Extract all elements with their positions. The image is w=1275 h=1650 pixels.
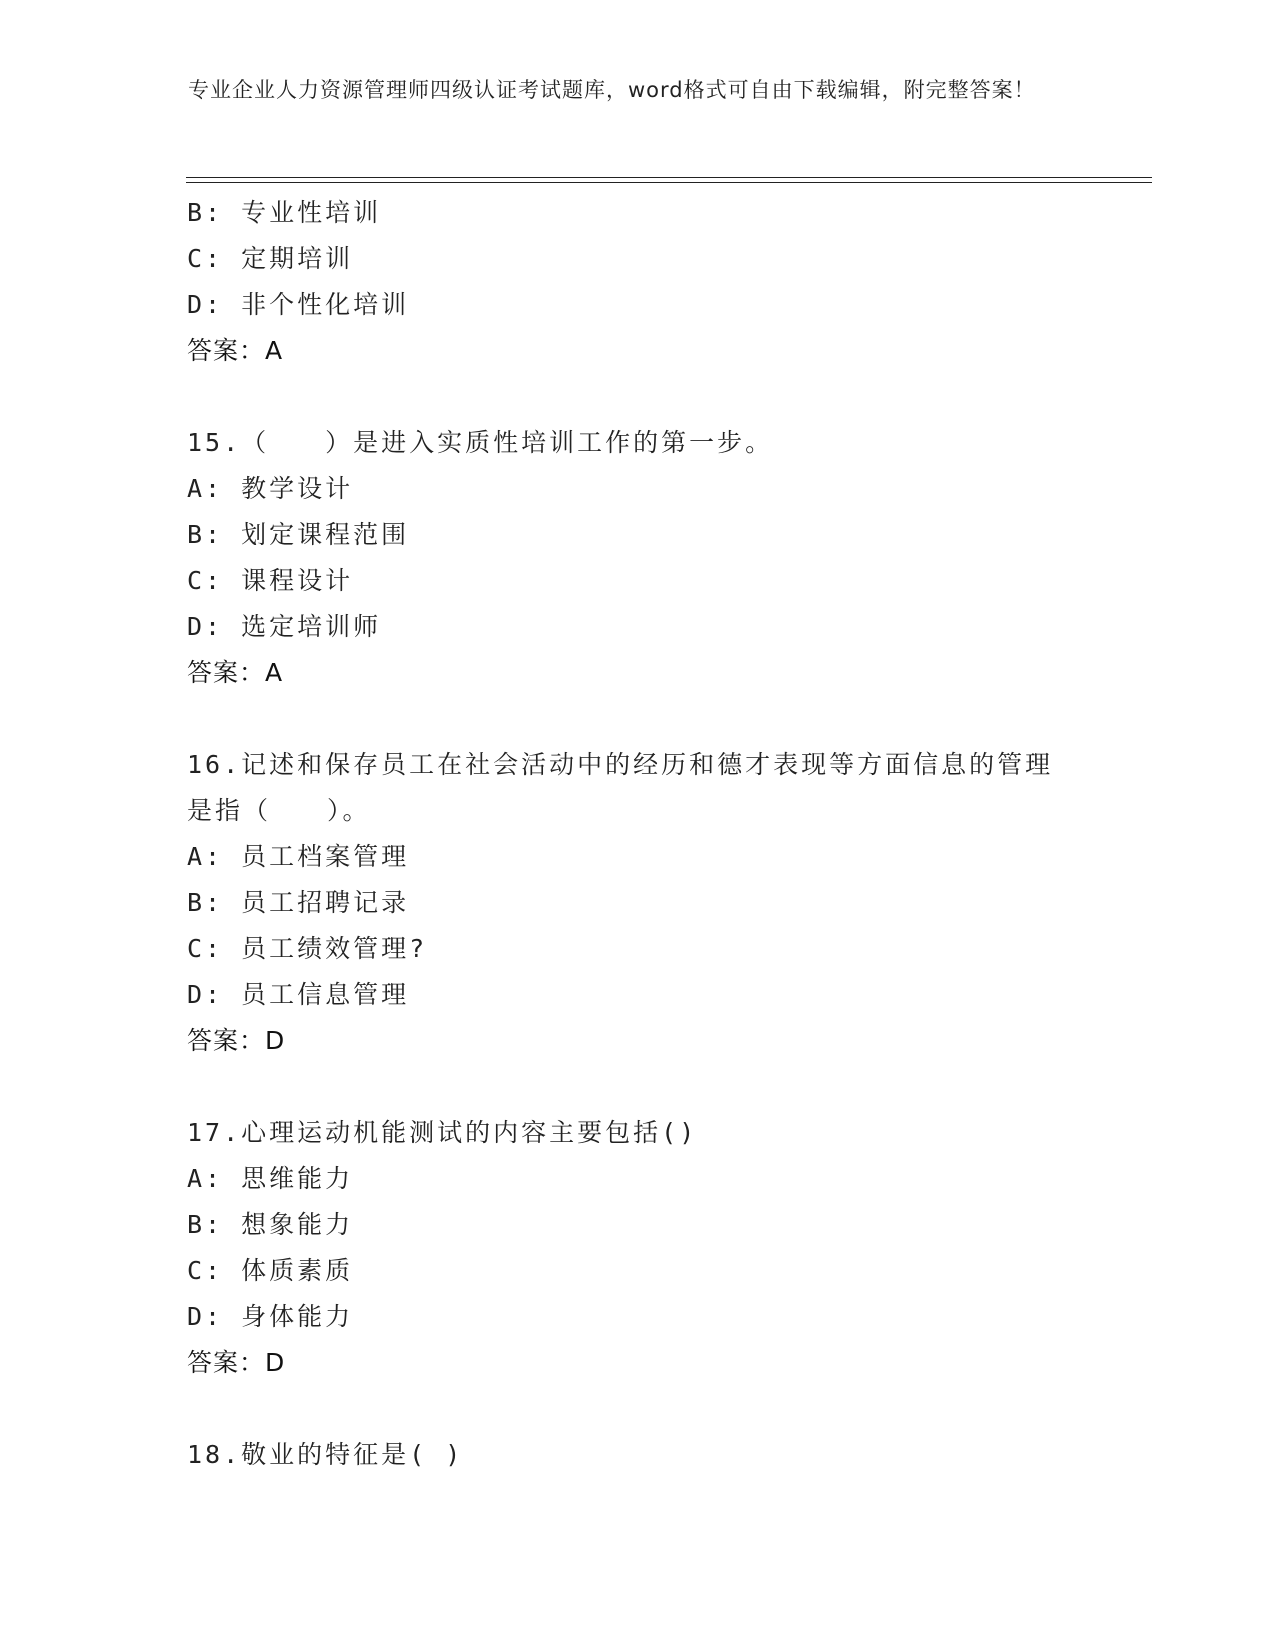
answer: 答案：A bbox=[187, 658, 284, 687]
answer: 答案：A bbox=[187, 336, 284, 365]
option-a: A: 教学设计 bbox=[187, 474, 354, 503]
option-a: A: 思维能力 bbox=[187, 1164, 354, 1193]
question-stem: 17.心理运动机能测试的内容主要包括() bbox=[187, 1118, 698, 1147]
option-b: B: 员工招聘记录 bbox=[187, 888, 410, 917]
option-c: C: 课程设计 bbox=[187, 566, 354, 595]
option-a: A: 员工档案管理 bbox=[187, 842, 410, 871]
option-b: B: 专业性培训 bbox=[187, 198, 382, 227]
option-b: B: 想象能力 bbox=[187, 1210, 354, 1239]
question-stem: 16.记述和保存员工在社会活动中的经历和德才表现等方面信息的管理是指（ ）。 bbox=[187, 750, 1054, 825]
question-17 bbox=[187, 1110, 1087, 1386]
answer: 答案：D bbox=[187, 1026, 286, 1055]
option-d: D: 员工信息管理 bbox=[187, 980, 410, 1009]
option-d: D: 非个性化培训 bbox=[187, 290, 410, 319]
question-18 bbox=[187, 1432, 1087, 1478]
header-rule-bottom bbox=[186, 182, 1152, 183]
question-list bbox=[187, 190, 1087, 1478]
header-rule-top bbox=[186, 177, 1152, 178]
question-stem: 18.敬业的特征是( ) bbox=[187, 1440, 464, 1469]
answer: 答案：D bbox=[187, 1348, 286, 1377]
option-b: B: 划定课程范围 bbox=[187, 520, 410, 549]
question-16 bbox=[187, 742, 1087, 1064]
question-15 bbox=[187, 420, 1087, 696]
document-header: 专业企业人力资源管理师四级认证考试题库，word格式可自由下载编辑，附完整答案！ bbox=[188, 78, 1036, 102]
option-c: C: 体质素质 bbox=[187, 1256, 354, 1285]
option-d: D: 身体能力 bbox=[187, 1302, 354, 1331]
option-c: C: 员工绩效管理? bbox=[187, 934, 428, 963]
question-stem: 15.（ ）是进入实质性培训工作的第一步。 bbox=[187, 428, 774, 457]
question-14-continued bbox=[187, 190, 1087, 374]
option-c: C: 定期培训 bbox=[187, 244, 354, 273]
option-d: D: 选定培训师 bbox=[187, 612, 382, 641]
